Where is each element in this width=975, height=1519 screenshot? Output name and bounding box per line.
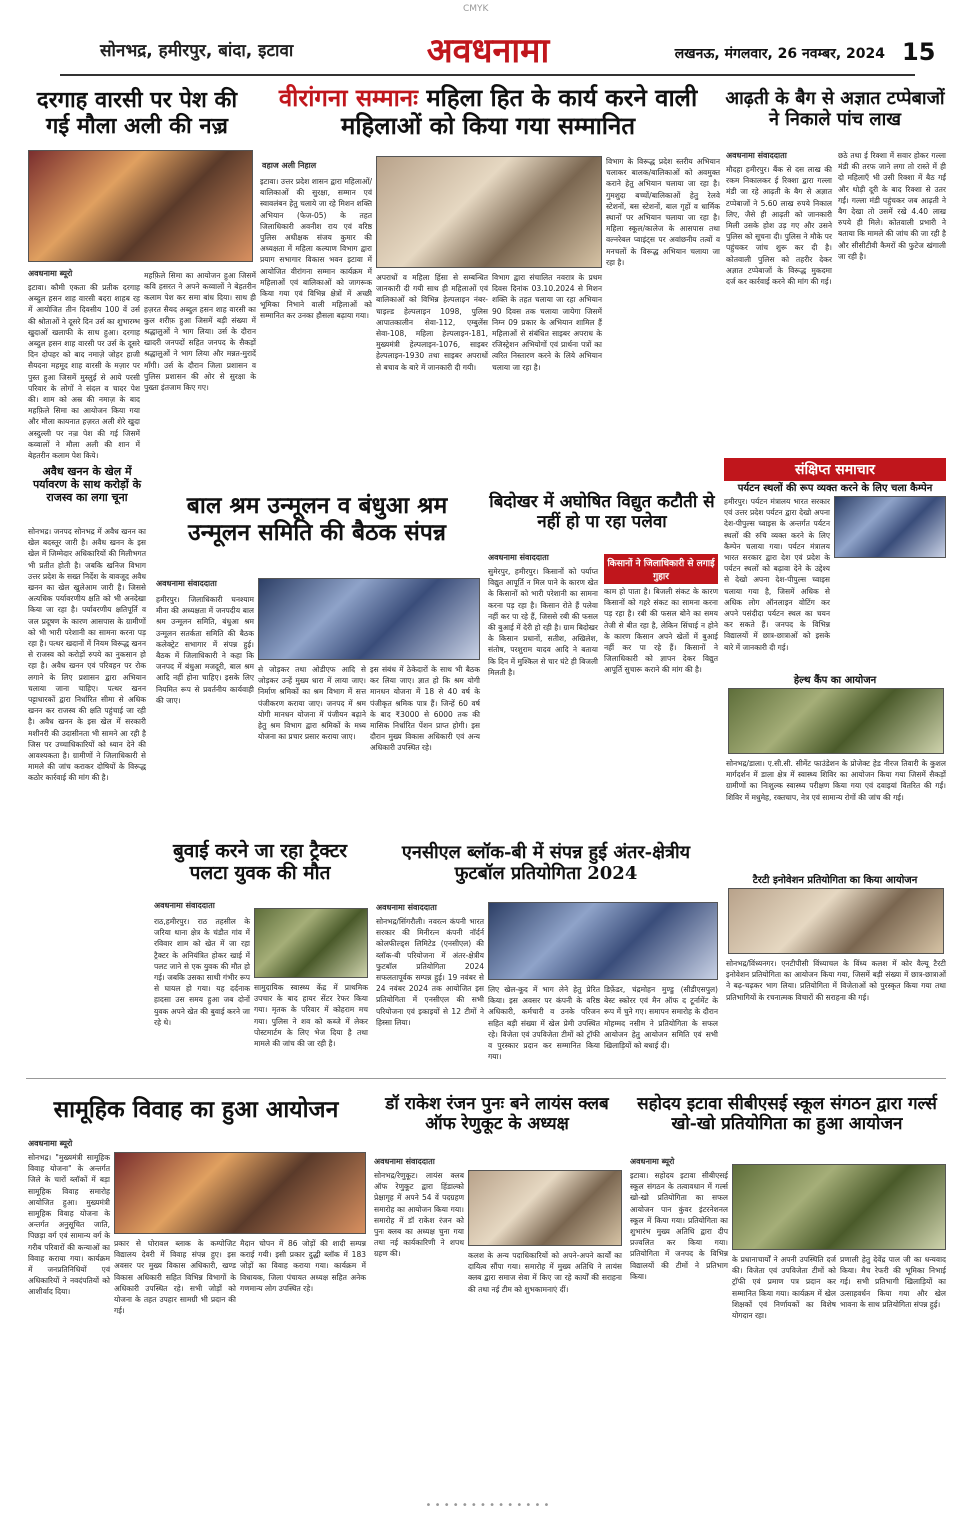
dargah-byline: अवधनामा ब्यूरो — [28, 269, 73, 278]
veerangana-headline — [258, 84, 718, 141]
veerangana-body-col3: विभाग द्वारा संचालित नवरात्र के प्रथम दिवस दिनांक 03.10.2024 से मिशन शक्ति के तहत चलाया जा रहा अभियान 90 दिवस तक चलाया जायेगा जिसमें निम्न 09 प्रकार के अभियान शामिल हैं महिलाओं से संबंधित साइबर अपराध के रजिस्ट्रेशन अभियोगों एवं प्रार्थना पत्रों का त्वरित निस्तारण करने के लिये अभियान चलाया जा रहा है। — [492, 273, 602, 372]
veerangana-photo — [376, 156, 602, 268]
vivah-byline: अवधनामा ब्यूरो — [28, 1139, 73, 1148]
khokho-byline: अवधनामा ब्यूरो — [630, 1157, 675, 1166]
khanan-body: सोनभद्र। जनपद सोनभद्र में अवैध खनन का खेल बदस्तूर जारी है। अवैध खनन के इस खेल में जिम्मेदार अधिकारियों की मिलीभगत भी प्रतीत होती है। जबकि खनिज विभाग उत्तर प्रदेश के सख्त निर्देश के बावजूद अवैध खनन का खेल खुलेआम जारी है। जिससे अत्यधिक पर्यावरणीय क्षति को भी अनदेखा किया जा रहा है। पर्यावरणीय क्षतिपूर्ति व जल प्रदूषण के कारण आसपास के ग्रामीणों को भी भारी परेशानी का सामना करना पड़ रहा है। पत्थर खदानों में नियम विरूद्ध खनन से राजस्व को करोड़ों रुपये का नुकसान हो रहा है। अवैध खनन एवं परिवहन पर रोक लगाने के लिए प्रशासन द्वारा अभियान चलाया जाना चाहिए। पत्थर खनन पट्टाधारकों द्वारा निर्धारित सीमा से अधिक खनन कर राजस्व की क्षति पहुंचाई जा रही है। अवैध खनन के इस खेल में सरकारी मशीनरी की उदासीनता भी सामने आ रही है जिस पर उच्चाधिकारियों को ध्यान देने की आवश्यकता है। ग्रामीणों ने जिलाधिकारी से मामले की जांच कराकर दोषियों के विरूद्ध कठोर कार्रवाई की मांग की है। — [28, 527, 146, 783]
cmyk-mark: CMYK — [463, 4, 489, 14]
vivah-headline: सामूहिक विवाह का हुआ आयोजन — [53, 1096, 339, 1123]
balshram-body-col2: से जोड़कर तथा ओडीएफ आदि से जोड़कर उन्हें मुख्य धारा में लाया जाए। निर्माण श्रमिकों का श्रम विभाग में सत्त पंजीकरण कराया जाए। जनपद में श्रम योगी मानधन योजना में पंजीयन बढ़ाने हेतु श्रम विभाग द्वारा श्रमिकों के मध्य योजना का प्रचार प्रसार कराया जाए। — [258, 665, 366, 742]
khokho-headline: सहोदय इटावा सीबीएसई स्कूल संगठन द्वारा गर्ल्स खो-खो प्रतियोगिता का हुआ आयोजन — [637, 1094, 937, 1135]
balshram-photo — [258, 578, 480, 660]
lions-body-col2: कलश के अन्य पदाधिकारियों को अपने-अपने कार्यों का दायित्व सौंपा गया। समारोह में मुख्य अतिथि ने लायंस क्लब द्वारा समाज सेवा में किए जा रहे कार्यों की सराहना की तथा नई टीम को शुभकामनाएं दीं। — [468, 1251, 622, 1294]
veerangana-body-col2: अपराधों व महिला हिंसा से सम्बन्धित जानकारी दी गयी साथ ही महिलाओं एवं बालिकाओं को विभिन्न हेल्पलाइन नंबर-चाइल्ड हेल्पलाइन 1098, पुलिस आपातकालीन सेवा-112, एम्बुलेंस सेवा-108, महिला हेल्पलाइन-181, मुख्यमंत्री हेल्पलाइन-1076, साइबर हेल्पलाइन-1930 तथा साइबर अपराधों से बचाव के बारे में जानकारी दी गयी। — [376, 273, 488, 372]
aadhti-headline: आढ़ती के बैग से अज्ञात टप्पेबाजों ने निकाले पांच लाख — [725, 88, 945, 131]
vidyut-headline: बिदोखर में अघोषित विद्युत कटौती से नहीं हो पा रहा पलेवा — [489, 492, 715, 533]
brief-item2-title: हेल्थ कैंप का आयोजन — [793, 675, 877, 686]
registration-marks: • • • • • • • • • • • • • • — [425, 1500, 550, 1511]
football-body-col1: सोनभद्र/सिंगरौली। नवरत्न कंपनी भारत सरकार की मिनीरत्न कंपनी नॉर्दर्न कोलफील्ड्स लिमिटेड (एनसीएल) की ब्लॉक-बी परियोजना में अंतर-क्षेत्रीय फुटबॉल प्रतियोगिता 2024 सफलतापूर्वक सम्पन्न हुई। 19 नवंबर से 24 नवंबर 2024 तक आयोजित इस प्रतियोगिता में एनसीएल की सभी परियोजना एवं इकाइयों से 12 टीमों ने हिस्सा लिया। — [376, 917, 484, 1027]
tractor-body-col1: राठ,हमीरपुर। राठ तहसील के जरिया थाना क्षेत्र के चंडौत गांव में रविवार शाम को खेत में जा रहा ट्रैक्टर के अनियंत्रित होकर खाई में पलट जाने से एक युवक की मौत हो गई। जबकि उसका साथी गंभीर रूप से घायल हो गया। यह दर्दनाक हादसा उस समय हुआ जब दोनों युवक अपने खेत की बुवाई करने जा रहे थे। — [154, 917, 250, 1027]
aadhti-body-col2: छठे तथा ई रिक्शा में सवार होकर गल्ला मंडी की तरफ जाने लगा तो रास्ते में ही दो महिलाएँ भी उसी रिक्शा में बैठ गईं और थोड़ी दूरी के बाद रिक्शा से उतर गईं। गल्ला मंडी पहुंचकर जब आढ़ती ने बैग देखा तो उसमें रखे 4.40 लाख रुपये ही मिले। कोतवाली प्रभारी ने बताया कि मामले की जांच की जा रही है और सीसीटीवी कैमरों की फुटेज खंगाली जा रही है। — [838, 151, 946, 261]
aadhti-body-col1: मौदहा हमीरपुर। बैंक से दस लाख की रकम निकालकर ई रिक्शा द्वारा गल्ला मंडी जा रहे आढ़ती के बैग से अज्ञात टप्पेबाजों ने 5.60 लाख रुपये निकाल लिए, जैसे ही आढ़ती को जानकारी मिली उसके होश उड़ गए और उसने पुलिस को सूचना दी। पुलिस ने मौके पर पहुंचकर जांच शुरू कर दी है। कोतवाली पुलिस को तहरीर देकर अज्ञात टप्पेबाजों के विरूद्ध मुकदमा दर्ज कर कार्रवाई करने की मांग की गई। — [726, 165, 832, 287]
balshram-body-col1: हमीरपुर। जिलाधिकारी घनश्याम मीना की अध्यक्षता में जनपदीय बाल श्रम उन्मूलन समिति, बंधुआ श्रम उन्मूलन सतर्कता समिति की बैठक कलेक्ट्रेट सभागार में संपन्न हुई। बैठक में जिलाधिकारी ने कहा कि जनपद में बंधुआ मजदूरी, बाल श्रम आदि नहीं होना चाहिए। इसके लिए नियमित रूप से प्रवर्तनीय कार्यवाही की जाए। — [156, 595, 254, 705]
lions-headline: डॉ राकेश रंजन पुनः बने लायंस क्लब ऑफ रेणुकूट के अध्यक्ष — [385, 1094, 609, 1135]
brief-item3-title: टैरटी इनोवेशन प्रतियोगिता का किया आयोजन — [752, 875, 918, 886]
lions-byline: अवधनामा संवाददाता — [374, 1157, 435, 1166]
vivah-body-col3: मैदान चोपन में 86 जोड़ों की शादी सम्पन्न कराई गयी। इसी प्रकार दुद्धी ब्लॉक में 183 जोड़ों का विवाह कराया गया। कार्यक्रम में विधायक, जिला पंचायत अध्यक्ष सहित अनेक गणमान्य लोग उपस्थित रहे। — [240, 1239, 366, 1293]
khokho-body-col3: प्रणाली हेतु देवेंद्र पाल जी का धन्यवाद किया। मैच रेफरी की भूमिका निभाई गई। सभी प्रतिभागी खिलाड़ियों का उत्साहवर्धन किया गया और खेल भावना के साथ प्रतियोगिता संपन्न हुई। — [840, 1255, 946, 1309]
brief-item1-title: पर्यटन स्थलों की रूप व्यक्त करने के लिए चला कैम्पेन — [737, 483, 933, 494]
lions-body-col1: सोनभद्र/रेणुकूट। लायंस क्लब ऑफ रेणुकूट द्वारा हिंडाल्को प्रेक्षागृह में अपने 54 वें पदग्रहण समारोह का आयोजन किया गया। समारोह में डॉ राकेश रंजन को पुनः क्लब का अध्यक्ष चुना गया तथा नई कार्यकारिणी ने शपथ ग्रहण की। — [374, 1171, 464, 1259]
dateline: लखनऊ, मंगलवार, 26 नवम्बर, 2024 — [674, 46, 885, 62]
football-headline: एनसीएल ब्लॉक-बी में संपन्न हुई अंतर-क्षेत्रीय फुटबॉल प्रतियोगिता 2024 — [401, 842, 691, 885]
brief-item2-photo — [728, 688, 944, 754]
page-number: 15 — [902, 38, 936, 66]
veerangana-body-col4: विभाग के विरूद्ध प्रदेश स्तरीय अभियान चलाकर बालक/बालिकाओं को अवमुक्त कराने हेतु अभियान चलाया जा रहा है। गुमशुदा बच्चों/बालिकाओं हेतु रेलवे स्टेशनों, बस स्टेशनों, बाल गृहों व धार्मिक स्थानों पर अभियान चलाया जा रहा है। महिला स्कूल/कालेज के आसपास तथा वल्नरेबल प्वाइंट्स पर अवांछनीय तत्वों व मनचलों के विरूद्ध अभियान चलाया जा रहा है। — [606, 157, 720, 267]
brief-item2-body: सोनभद्र/डाला। ए.सी.सी. सीमेंट फाउंडेशन के प्रोजेक्ट हेड नीरज तिवारी के कुशल मार्गदर्शन में डाला क्षेत्र में स्वास्थ्य शिविर का आयोजन किया गया जिसमें सैकड़ों ग्रामीणों का निःशुल्क स्वास्थ्य परीक्षण किया गया एवं दवाइयां वितरित की गईं। शिविर में मधुमेह, रक्तचाप, नेत्र एवं सामान्य रोगों की जांच की गई। — [726, 759, 946, 802]
football-photo — [488, 902, 718, 980]
vivah-body-col2: प्रकार से घोरावल ब्लाक के कम्पोजिट विद्यालय देवरी में विवाह संपन्न हुए। इस अवसर पर मुख्य विकास अधिकारी, खण्ड विकास अधिकारी सहित विभिन्न विभागों के अधिकारी उपस्थित रहे। सभी जोड़ों को योजना के तहत उपहार सामग्री भी प्रदान की गई। — [114, 1239, 236, 1316]
dargah-body-col1: इटावा। कौमी एकता की प्रतीक दरगाह अब्दुल हसन शाह वारसी बदरा शाहब रह में आयोजित तीन दिवसीय 100 वें उर्स की श्रोताओं ने दूसरे दिन उर्स का शुभारम्भ खुदाओं खलाफी के साथ हुआ। दरगाह अब्दुल हसन शाह वारसी पर उर्स के दूसरे दिन दोपहर को बाद नमाज़े जोहर हाजी सैयदना महमूद शाह वारसी के मज़ार पर पुस्त हुआ जिसमें मुस्लुई से आये परसी परिवार के लोगों ने संदल व चादर पेश की। शाम को अस्र की नमाज़ के बाद महफ़िले सिमा का आयोजन किया गया और मौला कायनात हज़रत अली शेरे खुदा अस्दुल्ली पर नज़्र पेश की गई जिसमें कव्वालों ने मौला अली की शान में बेहतरीन कलाम पेश किये। — [28, 283, 140, 461]
vidyut-body-col2: काम हो पाता है। बिजली संकट के कारण किसानों को गहरे संकट का सामना करना पड़ रहा है। रबी की फसल बोने का समय तेजी से बीत रहा है, लेकिन सिंचाई न होने के कारण किसान अपने खेतों में बुआई नहीं कर पा रहे हैं। किसानों ने जिलाधिकारी को ज्ञापन देकर विद्युत आपूर्ति सुचारू कराने की मांग की है। — [604, 587, 718, 675]
section-divider — [26, 1078, 946, 1079]
tractor-byline: अवधनामा संवाददाता — [154, 901, 215, 910]
football-body-col3: डिफ़ेंडर, चंद्रमोहन मुण्डु (सीडीएसपुल) बेस्ट स्कोरर एवं मैन ऑफ द टूर्नामेंट के रूप में चुने गए। समापन समारोह के दौरान मोहम्मद नसीम ने प्रतियोगिता के सफल आयोजन हेतु आयोजन समिति एवं सभी खिलाड़ियों को बधाई दी। — [604, 985, 718, 1051]
balshram-body-col3: इस संबंध में ठेकेदारों के साथ भी बैठक कर लिया जाए। ज्ञात हो कि श्रम योगी मानधन योजना में 18 से 40 वर्ष के पंजीकृत श्रमिक पात्र हैं। जिन्हें 60 वर्ष के बाद ₹3000 से 6000 तक की मासिक निर्धारित पेंशन प्राप्त होगी। इस दौरान मुख्य विकास अधिकारी एवं अन्य अधिकारी उपस्थित रहे। — [370, 665, 480, 753]
vivah-photo — [114, 1152, 366, 1234]
vidyut-body-col1: सुमेरपुर, हमीरपुर। किसानों को पर्याप्त विद्युत आपूर्ति न मिल पाने के कारण खेत के किसानों को भारी परेशानी का सामना करना पड़ रहा है। किसान रोते हैं पलेवा नहीं कर पा रहे हैं, जिससे रबी की फसल की बुआई में देरी हो रही है। ग्राम बिदोखर के किसान प्रधानों, सतीश, अखिलेश, संतोष, परशुराम यादव आदि ने बताया कि दिन में मुश्किल से चार घंटे ही बिजली मिलती है। — [488, 567, 598, 677]
brief-item3-body: सोनभद्र/विंध्यनगर। एनटीपीसी विंध्याचल के विंध्य कलश में कोर वैल्यू टैरटी इनोवेशन प्रतियोगिता का आयोजन किया गया, जिसमें बड़ी संख्या में छात्र-छात्राओं ने बढ़-चढ़कर भाग लिया। प्रतियोगिता में विजेताओं को पुरस्कृत किया गया तथा प्रतिभागियों के रचनात्मक विचारों की सराहना की गई। — [726, 959, 946, 1002]
tractor-headline: बुवाई करने जा रहा ट्रैक्टर पलटा युवक की मौत — [172, 840, 348, 885]
vidyut-tag: किसानों ने जिलाधिकारी से लगाई गुहार — [604, 554, 718, 584]
dargah-body-col2: महफ़िले सिमा का आयोजन हुआ जिसमें कवि हसरत ने अपने कव्वालों ने बेहतरीन कलाम पेश कर समा बांध दिया। साथ ही हज़रत सैयद अब्दुल हसन शाह वारसी का कुल शरीफ़ हुआ जिसमें बड़ी संख्या में श्रद्धालुओं ने भाग लिया। उर्स के दौरान खादरी जनपदों सहित जनपद के सैकड़ों श्रद्धालुओं ने भाग लिया और मन्नत-मुरादें माँगी। उर्स के दौरान जिला प्रशासन व पुलिस प्रशासन की ओर से सुरक्षा के पुख्ता इंतजाम किए गए। — [144, 271, 256, 393]
brief-item1-body: हमीरपुर। पर्यटन मंत्रालय भारत सरकार एवं उत्तर प्रदेश पर्यटन द्वारा देखो अपना देश-पीपुल्स च्वाइस के अन्तर्गत पर्यटन स्थलों की रुचि व्यक्त करने के लिए कैम्पेन चलाया गया। पर्यटन मंत्रालय भारत सरकार द्वारा देश एवं प्रदेश के पर्यटन स्थलों को बढ़ावा देने के उद्देश्य से देखो अपना देश-पीपुल्स च्वाइस चलाया गया है, जिसमें अधिक से अधिक लोग ऑनलाइन वोटिंग कर अपने पसंदीदा पर्यटन स्थल का चयन कर सकते हैं। जनपद के विभिन्न विद्यालयों में छात्र-छात्राओं को इसके बारे में जानकारी दी गई। — [724, 497, 830, 652]
tractor-body-col2: सामुदायिक स्वास्थ्य केंद्र में प्राथमिक उपचार के बाद हायर सेंटर रेफर किया गया। मृतक के परिवार में कोहराम मच गया। पुलिस ने शव को कब्जे में लेकर पोस्टमार्टम के लिए भेज दिया है तथा मामले की जांच की जा रही है। — [254, 983, 368, 1049]
football-byline: अवधनामा संवाददाता — [376, 903, 437, 912]
balshram-headline: बाल श्रम उन्मूलन व बंधुआ श्रम उन्मूलन समिति की बैठक संपन्न — [186, 492, 448, 547]
khokho-photo — [732, 1164, 946, 1250]
brief-item1-photo — [834, 496, 946, 558]
khokho-body-col2: के प्रधानाचार्यों ने अपनी उपस्थिति दर्ज की। विजेता एवं उपविजेता टीमों को ट्रॉफी एवं प्रमाण पत्र प्रदान कर सम्मानित किया गया। कार्यक्रम में खेल शिक्षकों एवं निर्णायकों का विशेष योगदान रहा। — [732, 1255, 836, 1321]
vidyut-byline: अवधनामा संवाददाता — [488, 553, 549, 562]
tractor-photo — [254, 908, 368, 978]
veerangana-byline: वहाज अली निहाल — [262, 161, 317, 170]
dargah-headline: दरगाह वारसी पर पेश की गई मौला अली की नज़्र — [36, 87, 238, 139]
khokho-body-col1: इटावा। सहोदय इटावा सीबीएसई स्कूल संगठन के तत्वावधान में गर्ल्स खो-खो प्रतियोगिता का सफल आयोजन पान कुंवर इंटरनेशनल स्कूल में किया गया। प्रतियोगिता का शुभारंभ मुख्य अतिथि द्वारा दीप प्रज्वलित कर किया गया। प्रतियोगिता में जनपद के विभिन्न विद्यालयों की टीमों ने प्रतिभाग किया। — [630, 1171, 728, 1281]
newspaper-logo: अवधनामा — [426, 31, 550, 71]
veerangana-body-col1: इटावा। उत्तर प्रदेश शासन द्वारा महिलाओं/बालिकाओं की सुरक्षा, सम्मान एवं स्वावलंबन हेतु चलाये जा रहे मिशन शक्ति अभियान (फेज-05) के तहत जिलाधिकारी अवनीश राय एवं वरिष्ठ पुलिस अधीक्षक संजय कुमार की अध्यक्षता में महिला कल्याण विभाग द्वारा प्रयाग सभागार विकास भवन इटावा में आयोजित वीरांगना सम्मान कार्यक्रम में महिलाओं एवं बालिकाओं को जागरूक किया गया एवं विभिन्न क्षेत्रों में अच्छी भूमिका निभाने वाली महिलाओं को सम्मानित कर उनका हौसला बढ़ाया गया। — [260, 177, 372, 321]
football-body-col2: लिए खेल-कूद में भाग लेने हेतु प्रेरित किया। इस अवसर पर कंपनी के वरिष्ठ अधिकारी, कर्मचारी व उनके परिजन सहित बड़ी संख्या में खेल प्रेमी उपस्थित रहे। विजेता एवं उपविजेता टीमों को ट्रॉफी व पुरस्कार प्रदान कर सम्मानित किया गया। — [488, 985, 600, 1062]
dargah-photo — [28, 150, 253, 262]
brief-news-title: संक्षिप्त समाचार — [724, 458, 946, 481]
aadhti-byline: अवधनामा संवाददाता — [726, 151, 787, 160]
veerangana-headline-main: महिला हित के कार्य करने वाली महिलाओं को किया गया सम्मानित — [340, 83, 698, 141]
edition-locations: सोनभद्र, हमीरपुर, बांदा, इटावा — [100, 41, 294, 61]
balshram-byline: अवधनामा संवाददाता — [156, 579, 217, 588]
khanan-headline: अवैध खनन के खेल में पर्यावरण के साथ करोड़ों के राजस्व का लगा चूना — [32, 465, 142, 504]
veerangana-headline-kicker: वीरांगना सम्मानः — [278, 83, 418, 112]
masthead-rule — [60, 74, 915, 76]
lions-photo — [468, 1170, 622, 1246]
brief-item3-photo — [728, 888, 944, 954]
vivah-body-col1: सोनभद्र। "मुख्यमंत्री सामूहिक विवाह योजना" के अन्तर्गत जिले के चारों ब्लॉकों में बड़ा सामूहिक विवाह समारोह आयोजित हुआ। मुख्यमंत्री सामूहिक विवाह योजना के अन्तर्गत अनुसूचित जाति, पिछड़ा वर्ग एवं सामान्य वर्ग के गरीब परिवारों की कन्याओं का विवाह कराया गया। कार्यक्रम में जनप्रतिनिधियों एवं अधिकारियों ने नवदंपतियों को आशीर्वाद दिया। — [28, 1153, 110, 1297]
